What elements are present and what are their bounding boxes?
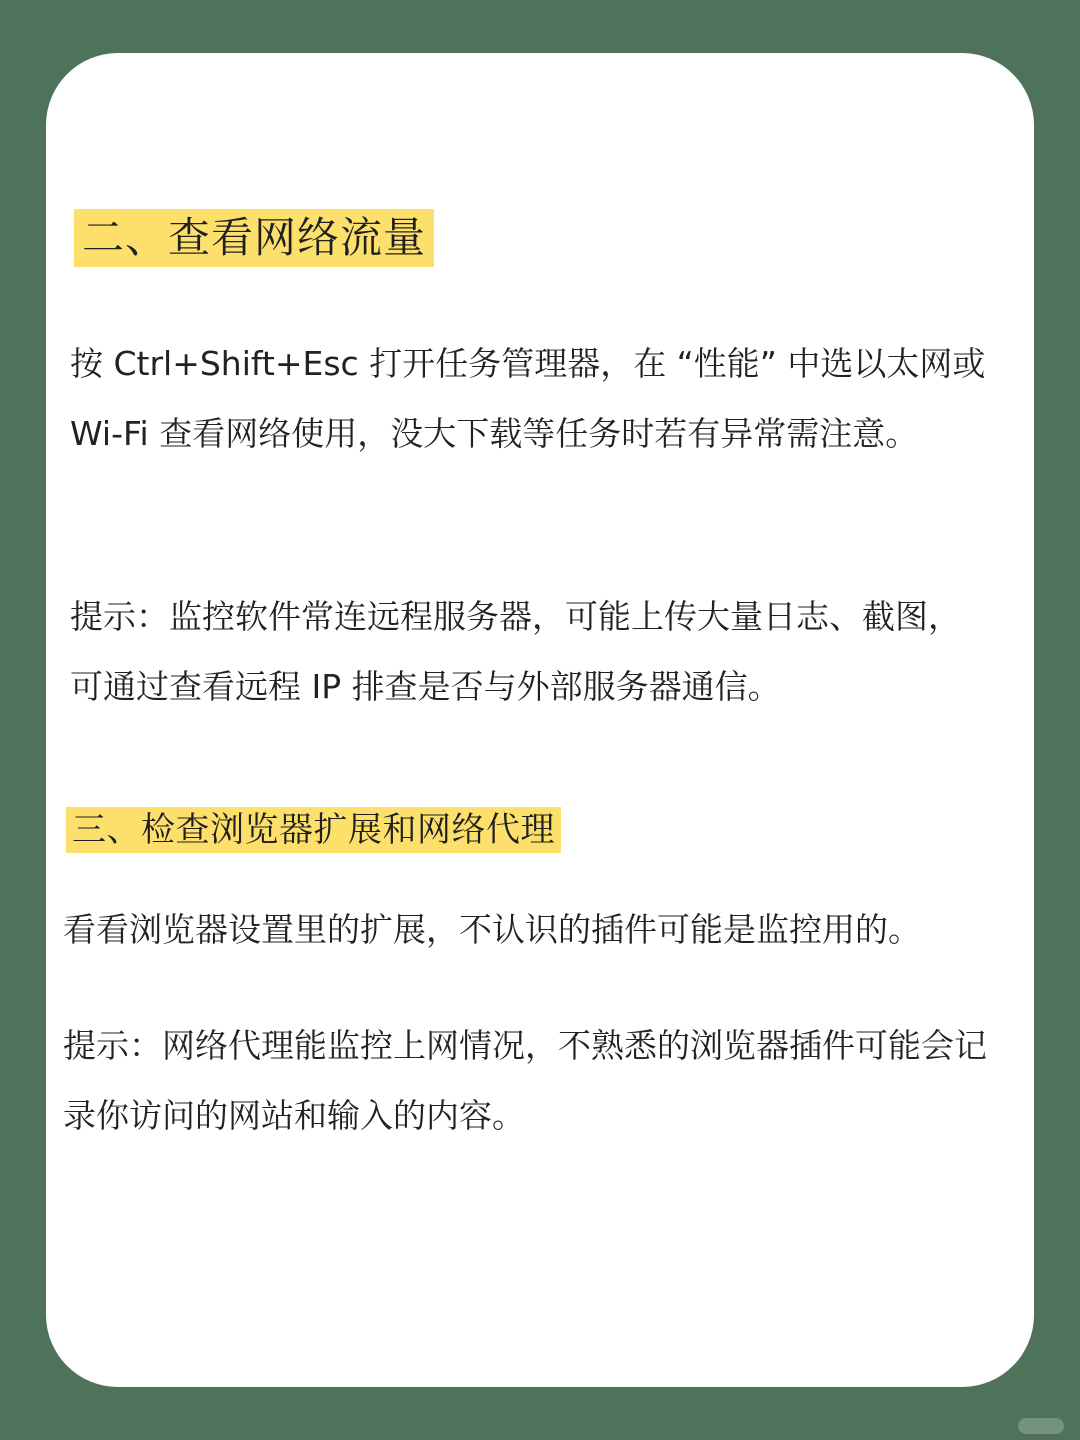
section-heading-browser-extensions: 三、检查浏览器扩展和网络代理: [66, 807, 561, 853]
section-paragraph-browser-extensions: 看看浏览器设置里的扩展，不认识的插件可能是监控用的。: [63, 910, 921, 949]
watermark-logo: [1018, 1418, 1064, 1434]
section-tip-remote-server: 提示：监控软件常连远程服务器，可能上传大量日志、截图，可通过查看远程 IP 排查是否与外部服务器通信。: [70, 597, 961, 706]
section-heading-network-traffic: 二、查看网络流量: [74, 209, 434, 267]
section-paragraph-task-manager: 按 Ctrl+Shift+Esc 打开任务管理器，在 “性能” 中选以太网或 Wi-Fi 查看网络使用，没大下载等任务时若有异常需注意。: [70, 344, 986, 453]
section-tip-network-proxy: 提示：网络代理能监控上网情况，不熟悉的浏览器插件可能会记录你访问的网站和输入的内容。: [63, 1026, 987, 1135]
content-card: [46, 53, 1034, 1387]
